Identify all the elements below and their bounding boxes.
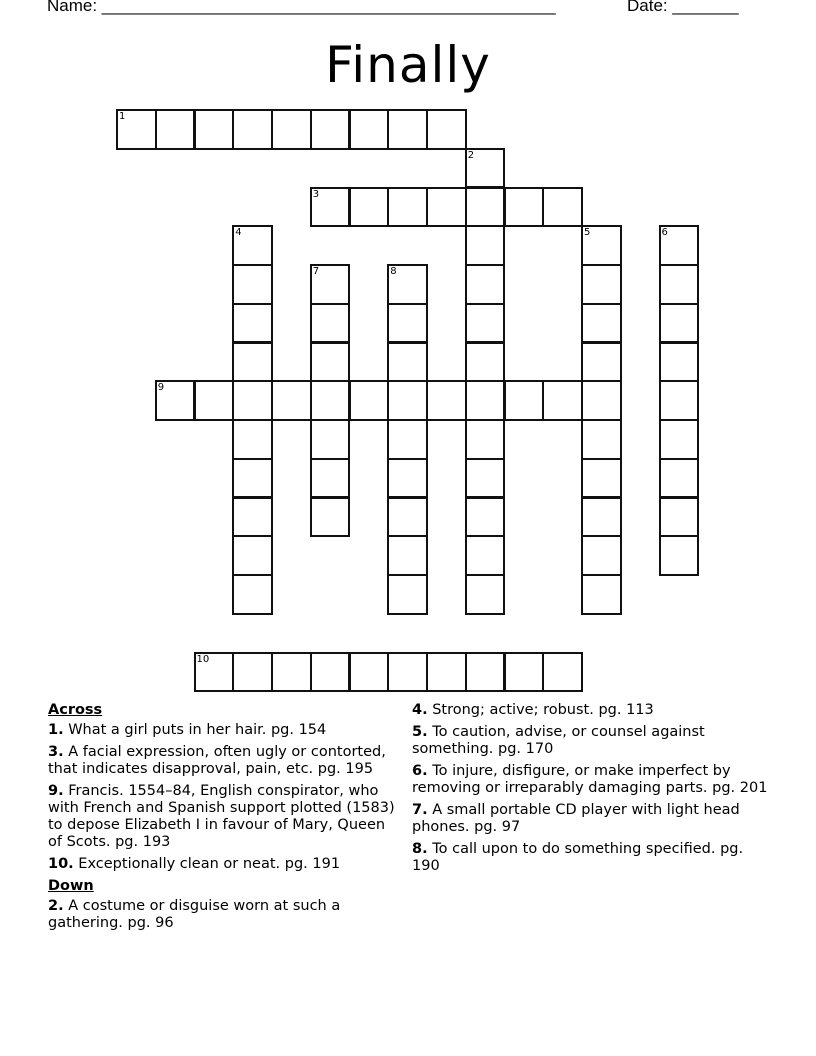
clue-text: What a girl puts in her hair. pg. 154	[63, 722, 327, 738]
grid-cell[interactable]	[659, 225, 700, 266]
clues-column-left	[48, 700, 398, 937]
grid-cell[interactable]	[349, 380, 390, 421]
clue-number-label: 6	[661, 227, 668, 239]
grid-cell[interactable]	[349, 652, 390, 693]
grid-cell[interactable]	[155, 109, 196, 150]
grid-cell[interactable]	[465, 187, 506, 228]
clue-number: 1.	[48, 722, 64, 738]
clue-text: A costume or disguise worn at such a gathering. pg. 96	[48, 898, 341, 931]
grid-cell[interactable]	[542, 652, 583, 693]
grid-cell[interactable]	[232, 574, 273, 615]
grid-cell[interactable]	[465, 225, 506, 266]
grid-cell[interactable]	[387, 109, 428, 150]
grid-cell[interactable]	[581, 380, 622, 421]
grid-cell[interactable]	[349, 187, 390, 228]
grid-cell[interactable]	[465, 342, 506, 383]
grid-cell[interactable]	[387, 380, 428, 421]
clues-column-right	[412, 702, 772, 880]
grid-cell[interactable]	[194, 380, 235, 421]
clue-number-label: 2	[467, 149, 475, 161]
grid-cell[interactable]	[310, 342, 351, 383]
grid-cell[interactable]	[232, 380, 273, 421]
name-field[interactable]: Name: ________________________________________________	[47, 0, 556, 15]
clue-text: Francis. 1554–84, English conspirator, who with French and Spanish support plotted (1583) to depose Elizabeth I in favour of Mary, Queen of Scots. pg. 193	[48, 783, 395, 850]
grid-cell[interactable]	[581, 264, 622, 305]
grid-cell[interactable]	[310, 109, 351, 150]
across-heading: Across	[48, 702, 103, 718]
clue-text: A small portable CD player with light head phones. pg. 97	[412, 802, 740, 835]
grid-cell[interactable]	[387, 419, 428, 460]
grid-cell[interactable]	[581, 419, 622, 460]
grid-cell[interactable]	[387, 497, 428, 538]
clue-text: To call upon to do something specified. pg. 190	[412, 841, 744, 874]
grid-cell[interactable]	[426, 109, 467, 150]
grid-cell[interactable]	[310, 303, 351, 344]
grid-cell[interactable]	[465, 264, 506, 305]
grid-cell[interactable]	[465, 574, 506, 615]
clue-across-9	[48, 783, 398, 851]
grid-cell[interactable]	[387, 264, 428, 305]
down-heading: Down	[48, 878, 94, 894]
date-field[interactable]: Date: _______	[627, 0, 739, 15]
clue-number: 6.	[412, 763, 428, 779]
grid-cell[interactable]	[581, 458, 622, 499]
clue-text: Exceptionally clean or neat. pg. 191	[73, 856, 341, 872]
grid-cell[interactable]	[504, 380, 545, 421]
grid-cell[interactable]	[194, 652, 235, 693]
grid-cell[interactable]	[659, 535, 700, 576]
grid-cell[interactable]	[504, 187, 545, 228]
grid-cell[interactable]	[465, 497, 506, 538]
grid-cell[interactable]	[581, 303, 622, 344]
grid-cell[interactable]	[310, 264, 351, 305]
clue-number: 10.	[48, 856, 74, 872]
clue-number-label: 3	[312, 188, 320, 200]
grid-cell[interactable]	[581, 535, 622, 576]
grid-cell[interactable]	[310, 652, 351, 693]
grid-cell[interactable]	[465, 535, 506, 576]
grid-cell[interactable]	[232, 264, 273, 305]
clue-text: Strong; active; robust. pg. 113	[427, 702, 654, 718]
grid-cell[interactable]	[232, 497, 273, 538]
clue-number: 2.	[48, 898, 64, 914]
clue-number-label: 4	[235, 227, 242, 239]
grid-cell[interactable]	[426, 187, 467, 228]
grid-cell[interactable]	[387, 535, 428, 576]
grid-cell[interactable]	[310, 458, 351, 499]
clue-number-label: 8	[390, 266, 397, 277]
grid-cell[interactable]	[116, 109, 157, 150]
grid-cell[interactable]	[659, 342, 700, 383]
clue-down-5	[412, 724, 772, 758]
grid-cell[interactable]	[542, 380, 583, 421]
grid-cell[interactable]	[659, 303, 700, 344]
grid-cell[interactable]	[310, 380, 351, 421]
clue-number: 7.	[412, 802, 428, 818]
grid-cell[interactable]	[426, 380, 467, 421]
grid-cell[interactable]	[232, 419, 273, 460]
grid-cell[interactable]	[232, 535, 273, 576]
clue-number-label: 1	[119, 111, 126, 122]
grid-cell[interactable]	[232, 303, 273, 344]
clue-across-10	[48, 856, 398, 873]
grid-cell[interactable]	[465, 419, 506, 460]
clue-down-2	[48, 898, 398, 932]
clue-down-8	[412, 841, 772, 875]
grid-cell[interactable]	[581, 225, 622, 266]
clue-number-label: 10	[196, 653, 210, 665]
grid-cell[interactable]	[659, 380, 700, 421]
grid-cell[interactable]	[387, 187, 428, 228]
grid-cell[interactable]	[465, 380, 506, 421]
grid-cell[interactable]	[271, 652, 312, 693]
clue-number: 9.	[48, 783, 64, 799]
clue-text: To injure, disfigure, or make imperfect by removing or irreparably damaging parts. pg. 201	[412, 763, 768, 796]
grid-cell[interactable]	[387, 652, 428, 693]
grid-cell[interactable]	[232, 652, 273, 693]
clue-number-label: 7	[312, 266, 320, 277]
grid-cell[interactable]	[310, 497, 351, 538]
clue-number: 3.	[48, 744, 64, 760]
grid-cell[interactable]	[542, 187, 583, 228]
clue-across-3	[48, 744, 398, 778]
grid-cell[interactable]	[271, 109, 312, 150]
grid-cell[interactable]	[310, 419, 351, 460]
clue-down-6	[412, 763, 772, 797]
crossword-grid	[117, 110, 737, 700]
grid-cell[interactable]	[659, 264, 700, 305]
grid-cell[interactable]	[232, 225, 273, 266]
grid-cell[interactable]	[310, 187, 351, 228]
grid-cell[interactable]	[581, 342, 622, 383]
clue-down-4	[412, 702, 772, 719]
grid-cell[interactable]	[387, 303, 428, 344]
grid-cell[interactable]	[465, 458, 506, 499]
puzzle-title: Finally	[325, 36, 491, 94]
grid-cell[interactable]	[387, 574, 428, 615]
grid-cell[interactable]	[581, 497, 622, 538]
grid-cell[interactable]	[659, 458, 700, 499]
grid-cell[interactable]	[426, 652, 467, 693]
clue-number: 8.	[412, 841, 428, 857]
grid-cell[interactable]	[232, 342, 273, 383]
grid-cell[interactable]	[465, 148, 506, 189]
grid-cell[interactable]	[581, 574, 622, 615]
grid-cell[interactable]	[271, 380, 312, 421]
grid-cell[interactable]	[387, 458, 428, 499]
clue-number: 4.	[412, 702, 428, 718]
grid-cell[interactable]	[194, 109, 235, 150]
clue-across-1	[48, 722, 398, 739]
grid-cell[interactable]	[232, 458, 273, 499]
clue-number-label: 5	[584, 227, 591, 239]
clue-text: To caution, advise, or counsel against something. pg. 170	[412, 724, 705, 757]
clue-text: A facial expression, often ugly or contorted, that indicates disapproval, pain, etc. pg. 195	[48, 744, 386, 777]
grid-cell[interactable]	[659, 419, 700, 460]
grid-cell[interactable]	[465, 652, 506, 693]
grid-cell[interactable]	[659, 497, 700, 538]
grid-cell[interactable]	[504, 652, 545, 693]
grid-cell[interactable]	[232, 109, 273, 150]
grid-cell[interactable]	[349, 109, 390, 150]
grid-cell[interactable]	[155, 380, 196, 421]
grid-cell[interactable]	[387, 342, 428, 383]
clue-number: 5.	[412, 724, 428, 740]
grid-cell[interactable]	[465, 303, 506, 344]
clue-down-7	[412, 802, 772, 836]
clue-number-label: 9	[157, 382, 165, 394]
